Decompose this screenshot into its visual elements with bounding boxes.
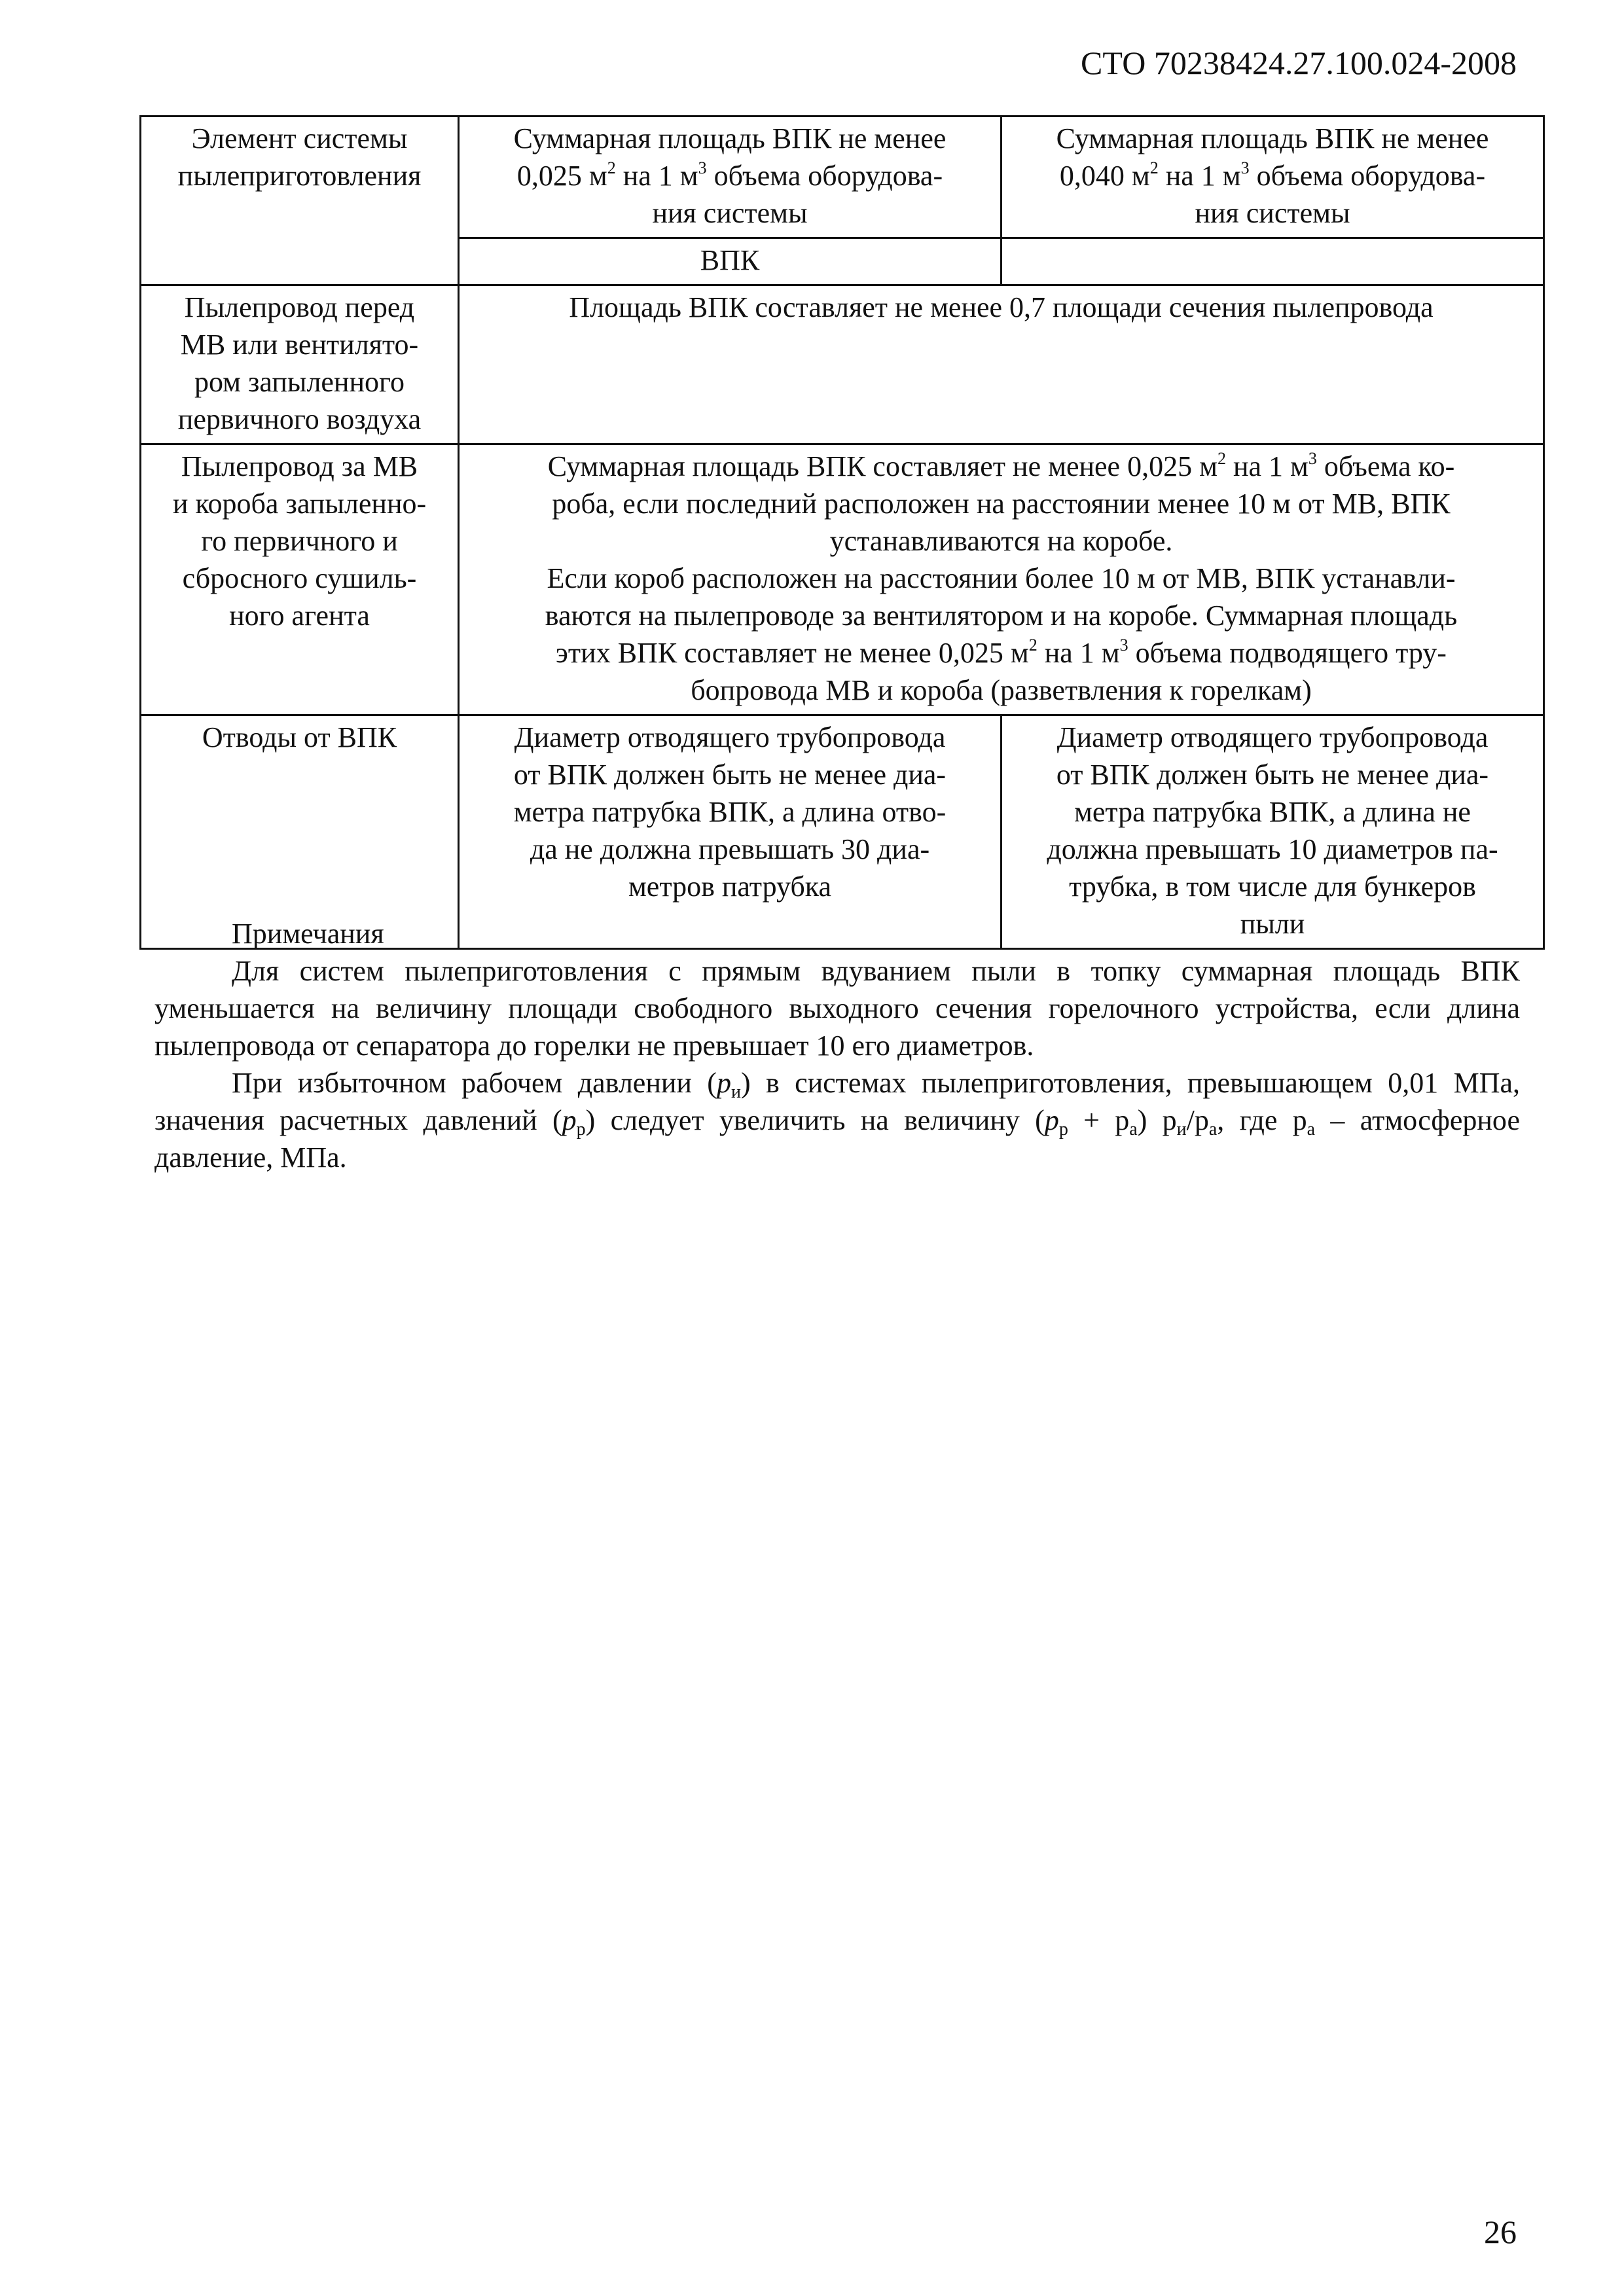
notes-section [154, 915, 1520, 1176]
row-element-cell: Пылепровод перед МВ или вентилято- ром запыленного первичного воздуха [141, 285, 459, 444]
table-row [141, 444, 1544, 715]
page-number: 26 [1484, 2214, 1517, 2250]
table-row [141, 715, 1544, 949]
row-element-cell: Пылепровод за МВ и короба запыленно- го первичного и сбросного сушиль- ного агента [141, 444, 459, 715]
notes-title: Примечания [232, 918, 384, 950]
header-cell-040: Суммарная площадь ВПК не менее 0,040 $м^2$ на 1 $м^3$ объема оборудова- ния системы [1001, 117, 1544, 238]
row-description-cell: Суммарная площадь ВПК составляет не менее 0,025 $м^2$ на 1 $м^3$ объема ко- роба, если последний расположен на расстоянии менее 10 м от МВ, ВПК устанавливаются на коробе. Если короб расположен на расстоянии более 10 м от МВ, ВПК устанавли- ваются на пылепроводе за вентилятором и на коробе. Суммарная площадь этих ВПК составляет не менее 0,025 $м^2$ на 1 $м^3$ объема подводящего тру- бопровода МВ и короба (разветвления к горелкам) [459, 444, 1544, 715]
note-paragraph: Для систем пылеприготовления с прямым вдуванием пыли в топку суммарная площадь ВПК уменьшается на величину площади свободного выходного сечения горелочного устройства, если длина пылепровода от сепаратора до горелки не превышает 10 его диаметров. [154, 955, 1520, 1062]
row-cell-025: Диаметр отводящего трубопровода от ВПК должен быть не менее диа- метра патрубка ВПК, а длина отво- да не должна превышать 30 диа- метров патрубка [459, 715, 1001, 949]
table-row [141, 285, 1544, 444]
header-cell-025: Суммарная площадь ВПК не менее 0,025 $м^2$ на 1 $м^3$ объема оборудова- ния системы [459, 117, 1001, 238]
subheader-cell-empty [1001, 238, 1544, 285]
subheader-cell-vpk: ВПК [459, 238, 1001, 285]
note-paragraph: При избыточном рабочем давлении $(p_и)$ в системах пылеприготовления, превышающем 0,01 МПа, значения расчетных давлений $(p_р)$ следует увеличить на величину $(p_р + p_а)$ $p_и/p_а$, где $p_а$ – атмосферное давление, МПа. [154, 1067, 1521, 1174]
header-cell-element: Элемент системы пылеприготовления [141, 117, 459, 285]
row-element-cell: Отводы от ВПК [141, 715, 459, 949]
row-cell-040: Диаметр отводящего трубопровода от ВПК должен быть не менее диа- метра патрубка ВПК, а длина не должна превышать 10 диаметров па- трубка, в том числе для бункеров пыли [1001, 715, 1544, 949]
document-code: СТО 70238424.27.100.024-2008 [1081, 45, 1517, 81]
row-description-cell: Площадь ВПК составляет не менее 0,7 площади сечения пылепровода [459, 285, 1544, 444]
table-header-row [141, 117, 1544, 238]
specification-table [139, 115, 1545, 950]
